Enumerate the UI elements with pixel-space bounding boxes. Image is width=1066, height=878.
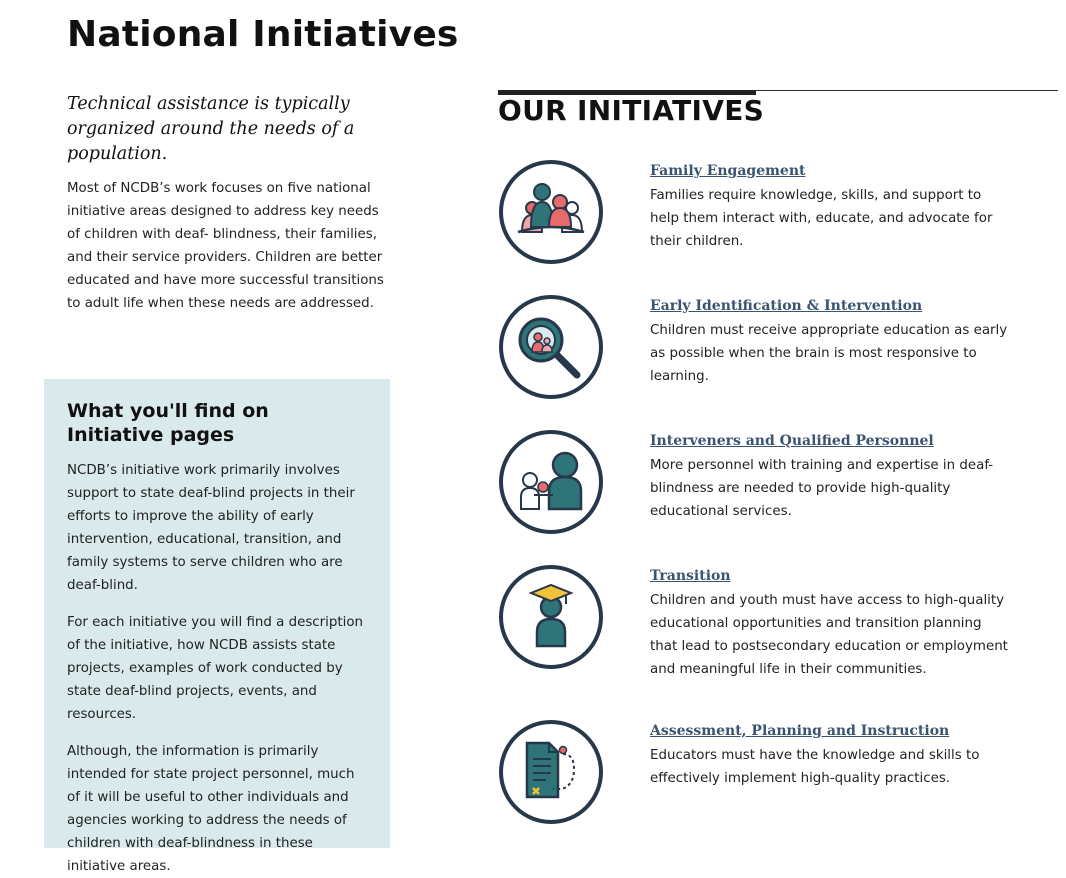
info-box-paragraph-2: For each initiative you will find a description of the initiative, how NCDB assists state projects, examples of work conducted by state deaf-blind projects, events, and resources. [67, 615, 364, 722]
initiative-description: Children and youth must have access to high-quality educational opportunities and transition planning that lead to postsecondary education or employment and meaningful life in their communities. [650, 593, 1008, 677]
magnifier-child-icon [498, 294, 604, 400]
info-box-heading: What you'll find on Initiative pages [67, 400, 269, 446]
initiative-link-transition[interactable]: Transition [650, 568, 731, 584]
intro-body: Most of NCDB’s work focuses on five national initiative areas designed to address key needs of children with deaf- blindness, their families, and their service providers. Children are better educated and have more successful transitions to adult life when these needs are addressed. [67, 181, 384, 311]
initiative-link-early-identification[interactable]: Early Identification & Intervention [650, 298, 923, 314]
initiatives-heading: OUR INITIATIVES [498, 94, 765, 127]
intro-lead: Technical assistance is typically organized around the needs of a population. [67, 94, 355, 164]
initiative-description: Educators must have the knowledge and skills to effectively implement high-quality practices. [650, 748, 980, 786]
initiative-description: Families require knowledge, skills, and support to help them interact with, educate, and advocate for their children. [650, 188, 993, 249]
initiative-description: Children must receive appropriate education as early as possible when the brain is most responsive to learning. [650, 323, 1008, 384]
initiative-item-transition [498, 564, 1018, 677]
page-title: National Initiatives [67, 14, 459, 55]
initiative-item-assessment [498, 719, 1018, 829]
document-plan-icon [498, 719, 604, 825]
graduate-icon [498, 564, 604, 670]
initiative-item-interveners [498, 429, 1018, 539]
initiative-item-family-engagement [498, 159, 1018, 269]
initiative-item-early-identification [498, 294, 1018, 404]
intervener-icon [498, 429, 604, 535]
initiative-description: More personnel with training and expertise in deaf-blindness are needed to provide high-quality educational services. [650, 458, 994, 519]
initiative-link-interveners[interactable]: Interveners and Qualified Personnel [650, 433, 934, 449]
initiative-link-family-engagement[interactable]: Family Engagement [650, 163, 806, 179]
family-icon [498, 159, 604, 265]
info-box-paragraph-1: NCDB’s initiative work primarily involves support to state deaf-blind projects in their efforts to improve the ability of early intervention, educational, transition, and family systems to serve children who are deaf-blind. [67, 463, 355, 593]
info-box-paragraph-3: Although, the information is primarily intended for state project personnel, much of it will be useful to other individuals and agencies working to address the needs of children with deaf-blindness in these initiative areas. [67, 744, 355, 874]
info-box [44, 379, 390, 874]
initiative-link-assessment[interactable]: Assessment, Planning and Instruction [650, 723, 950, 739]
intro-section [67, 92, 387, 315]
